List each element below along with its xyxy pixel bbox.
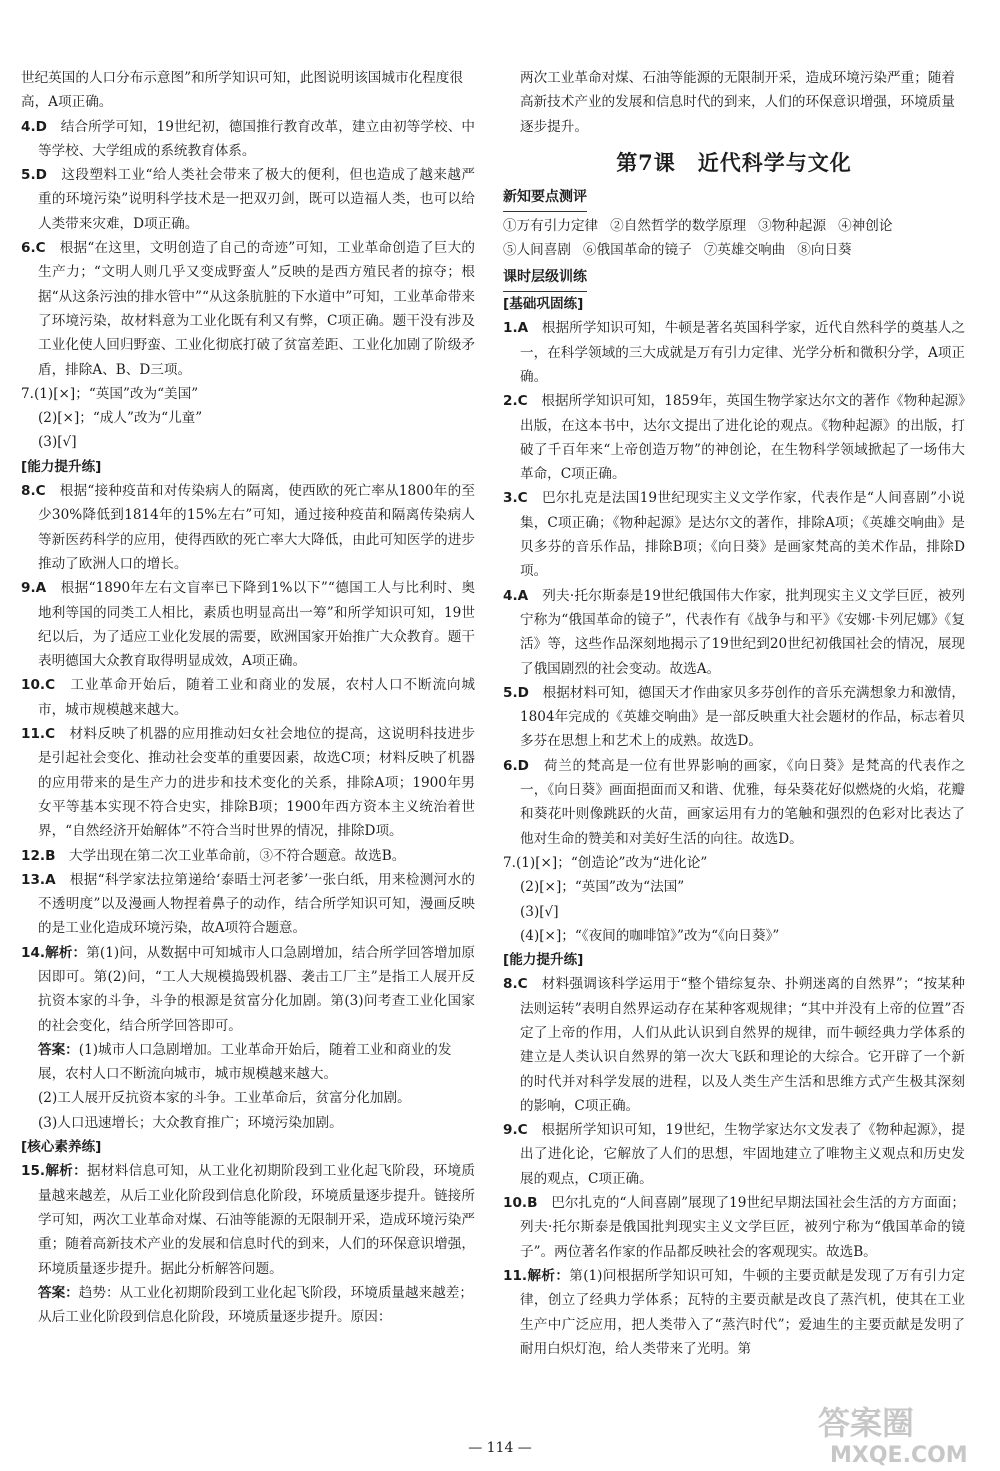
answer-item-13: 13.A 根据“科学家法拉第递给‘泰晤士河老爹’一张白纸，用来检测河水的不透明度”以及漫画人物捏着鼻子的动作，结合所学知识可知，漫画反映的是工业化造成环境污染，故A项符合题意。	[21, 871, 476, 937]
answer-item-1: 1.A 根据所学知识可知，牛顿是著名英国科学家，近代自然科学的奠基人之一，在科学领域的三大成就是万有引力定律、光学分析和微积分学，A项正确。	[503, 320, 966, 385]
answer-item-8-right: 8.C 材料强调该科学运用于“整个错综复杂、扑朔迷离的自然界”；“按某种法则运转”表明自然界运动存在某种客观规律；“其中并没有上帝的位置”否定了上帝的作用，人们从此认识到自然界的规律，而牛顿经典力学体系的建立是人类认识自然界的第一次大飞跃和理论的大综合。它开辟了一个新的时代并对科学发展的进程，以及人类生产生活和思维方式产生极其深刻的影响，C项正确。	[503, 976, 965, 1114]
answer-14-line-3: (3)人口迅速增长；大众教育推广；环境污染加剧。	[38, 1114, 343, 1131]
answer-item-7-line-1: 7.(1)[×]；“英国”改为“美国”	[21, 385, 199, 402]
watermark-logo	[800, 1398, 990, 1468]
answer-item-5-right: 5.D 根据材料可知，德国天才作曲家贝多芬创作的音乐充满想象力和激情，1804年完成的《英雄交响曲》是一部反映重大社会题材的作品，标志着贝多芬在思想上和艺术上的成熟。故选D。	[503, 684, 966, 750]
answer-item-7-right-line-3: (3)[√]	[520, 903, 559, 920]
answer-item-10: 10.C 工业革命开始后，随着工业和商业的发展，农村人口不断流向城市，城市规模越来越大。	[21, 677, 476, 718]
answer-item-7-line-2: (2)[×]；“成人”改为“儿童”	[38, 410, 203, 427]
answer-item-9-right: 9.C 根据所学知识可知，19世纪，生物学家达尔文发表了《物种起源》，提出了进化论，它解放了人们的思想，牢固地建立了唯物主义观点和历史发展的观点，C项正确。	[503, 1122, 965, 1187]
lesson-title: 第7课 近代科学与文化	[616, 149, 852, 175]
key-point: ⑧向日葵	[797, 242, 852, 259]
answer-item-11: 11.C 材料反映了机器的应用推动妇女社会地位的提高，这说明科技进步是引起社会变化、推动社会变革的重要因素，故选C项；材料反映了机器的应用带来的是生产力的进步和技术变化的关系，排除A项；1900年男女平等基本实现不符合史实，排除B项；1900年西方资本主义统治着世界，“自然经济开始解体”不符合当时世界的情况，排除D项。	[21, 726, 476, 840]
right-column	[503, 66, 965, 1361]
answer-item-5: 5.D 这段塑料工业“给人类社会带来了极大的便利，但也造成了越来越严重的环境污染”说明科学技术是一把双刃剑，既可以造福人类，也可以给人类带来灾难，D项正确。	[21, 167, 475, 232]
key-point: ⑦英雄交响曲	[703, 242, 786, 259]
continuation-text: 世纪英国的人口分布示意图”和所学知识可知，此图说明该国城市化程度很高，A项正确。	[21, 70, 463, 111]
answer-item-4-right: 4.A 列夫·托尔斯泰是19世纪俄国伟大作家，批判现实主义文学巨匠，被列宁称为“俄国革命的镜子”，代表作有《战争与和平》《安娜·卡列尼娜》《复活》等，这些作品深刻地揭示了19世纪到20世纪初俄国社会的情况，展现了俄国剧烈的社会变动。故选A。	[503, 587, 965, 677]
answer-item-7-right-line-1: 7.(1)[×]；“创造论”改为“进化论”	[503, 854, 708, 871]
practice-heading: 课时层级训练	[503, 265, 587, 292]
answer-14-line-2: (2)工人展开反抗资本家的斗争。工业革命后，贫富分化加剧。	[38, 1090, 411, 1107]
answer-item-6: 6.C 根据“在这里，文明创造了自己的奇迹”可知，工业革命创造了巨大的生产力；“文明人则几乎又变成野蛮人”反映的是西方殖民者的掠夺；根据“从这条污浊的排水管中”“从这条肮脏的下水道中”可知，工业革命带来了环境污染，故材料意为工业化既有利又有弊，C项正确。题干没有涉及工业化使人回归野蛮、工业化彻底打破了贫富差距、工业化加剧了阶级矛盾，排除A、B、D三项。	[21, 240, 475, 378]
answer-15: 答案：趋势：从工业化初期阶段到工业化起飞阶段，环境质量越来越差；从后工业化阶段到信息化阶段，环境质量逐步提升。原因：	[38, 1284, 473, 1326]
key-point: ⑤人间喜剧	[503, 242, 571, 259]
new-knowledge-heading: 新知要点测评	[503, 185, 587, 212]
key-point: ④神创论	[838, 218, 893, 235]
svg-text:答案圈: 答案圈	[818, 1404, 915, 1442]
answer-14-line-1: 答案：(1)城市人口急剧增加。工业革命开始后，随着工业和商业的发展，农村人口不断流向城市，城市规模越来越大。	[38, 1041, 452, 1083]
answer-item-11-right: 11.解析：第(1)问根据所学知识可知，牛顿的主要贡献是发现了万有引力定律，创立了经典力学体系；瓦特的主要贡献是改良了蒸汽机，使其在工业生产中广泛应用，把人类带入了“蒸汽时代”；爱迪生的主要贡献是发明了耐用白炽灯泡，给人类带来了光明。第	[503, 1267, 965, 1357]
answer-item-7-right-line-2: (2)[×]；“英国”改为“法国”	[520, 879, 685, 896]
answer-item-10-right: 10.B 巴尔扎克的“人间喜剧”展现了19世纪早期法国社会生活的方方面面；列夫·托尔斯泰是俄国批判现实主义文学巨匠，被列宁称为“俄国革命的镜子”。两位著名作家的作品都反映社会的客观现实。故选B。	[503, 1195, 965, 1260]
answer-item-12: 12.B 大学出现在第二次工业革命前，③不符合题意。故选B。	[21, 847, 406, 864]
section-basic-heading: [基础巩固练]	[503, 296, 584, 313]
page-number: — 114 —	[468, 1440, 532, 1456]
continuation-text-right: 两次工业革命对煤、石油等能源的无限制开采，造成环境污染严重；随着高新技术产业的发展和信息时代的到来，人们的环保意识增强，环境质量逐步提升。	[520, 70, 955, 135]
answer-item-2: 2.C 根据所学知识可知，1859年，英国生物学家达尔文的著作《物种起源》出版，在这本书中，达尔文提出了进化论的观点。《物种起源》的出版，打破了千百年来“上帝创造万物”的神创论，在生物科学领域掀起了一场伟大革命，C项正确。	[503, 393, 966, 483]
left-column	[21, 66, 475, 1329]
key-point: ③物种起源	[758, 218, 827, 235]
answer-item-9: 9.A 根据“1890年左右文盲率已下降到1%以下”“德国工人与比利时、奥地利等国的同类工人相比，素质也明显高出一筹”和所学知识可知，19世纪以后，为了适应工业化发展的需要，欧洲国家开始推广大众教育。题干表明德国大众教育取得明显成效，A项正确。	[21, 580, 475, 670]
section-core-heading: [核心素养练]	[21, 1139, 102, 1156]
section-ability-heading: [能力提升练]	[21, 458, 102, 475]
answer-item-15: 15.解析：据材料信息可知，从工业化初期阶段到工业化起飞阶段，环境质量越来越差，从后工业化阶段到信息化阶段，环境质量逐步提升。链接所学可知，两次工业革命对煤、石油等能源的无限制开采，造成环境污染严重；随着高新技术产业的发展和信息时代的到来，人们的环保意识增强，环境质量逐步提升。据此分析解答问题。	[21, 1163, 476, 1277]
key-point: ⑥俄国革命的镜子	[582, 242, 692, 259]
answer-item-14: 14.解析：第(1)问，从数据中可知城市人口急剧增加，结合所学回答增加原因即可。第(2)问，“工人大规模捣毁机器、袭击工厂主”是指工人展开反抗资本家的斗争，斗争的根源是贫富分化加剧。第(3)问考查工业化国家的社会变化，结合所学回答即可。	[21, 944, 475, 1034]
key-point: ②自然哲学的数学原理	[610, 218, 747, 235]
answer-item-4: 4.D 结合所学可知，19世纪初，德国推行教育改革，建立由初等学校、中等学校、大学组成的系统教育体系。	[21, 118, 476, 159]
svg-text:MXQE.COM: MXQE.COM	[830, 1443, 968, 1468]
answer-item-7-right-line-4: (4)[×]；“《夜间的咖啡馆》”改为“《向日葵》”	[520, 927, 780, 944]
answer-item-6-right: 6.D 荷兰的梵高是一位有世界影响的画家，《向日葵》是梵高的代表作之一，《向日葵》画面挹面而又和谐、优雅，每朵葵花好似燃烧的火焰，花瓣和葵花叶则像跳跃的火苗，画家运用有力的笔触和强烈的色彩对比表达了他对生命的赞美和对美好生活的向往。故选D。	[503, 757, 966, 847]
key-points-list	[503, 214, 965, 263]
answer-item-3: 3.C 巴尔扎克是法国19世纪现实主义文学作家，代表作是“人间喜剧”小说集，C项正确；《物种起源》是达尔文的著作，排除A项；《英雄交响曲》是贝多芬的音乐作品，排除B项；《向日葵》是画家梵高的美术作品，排除D项。	[503, 490, 965, 580]
key-point: ①万有引力定律	[503, 218, 599, 235]
answer-item-8: 8.C 根据“接种疫苗和对传染病人的隔离，使西欧的死亡率从1800年的至少30%降低到1814年的15%左右”可知，通过接种疫苗和隔离传染病人等新医药科学的应用，使得西欧的死亡率大大降低，由此可知医学的进步推动了欧洲人口的增长。	[21, 483, 475, 572]
section-ability-heading-right: [能力提升练]	[503, 952, 584, 969]
answer-item-7-line-3: (3)[√]	[38, 434, 77, 451]
